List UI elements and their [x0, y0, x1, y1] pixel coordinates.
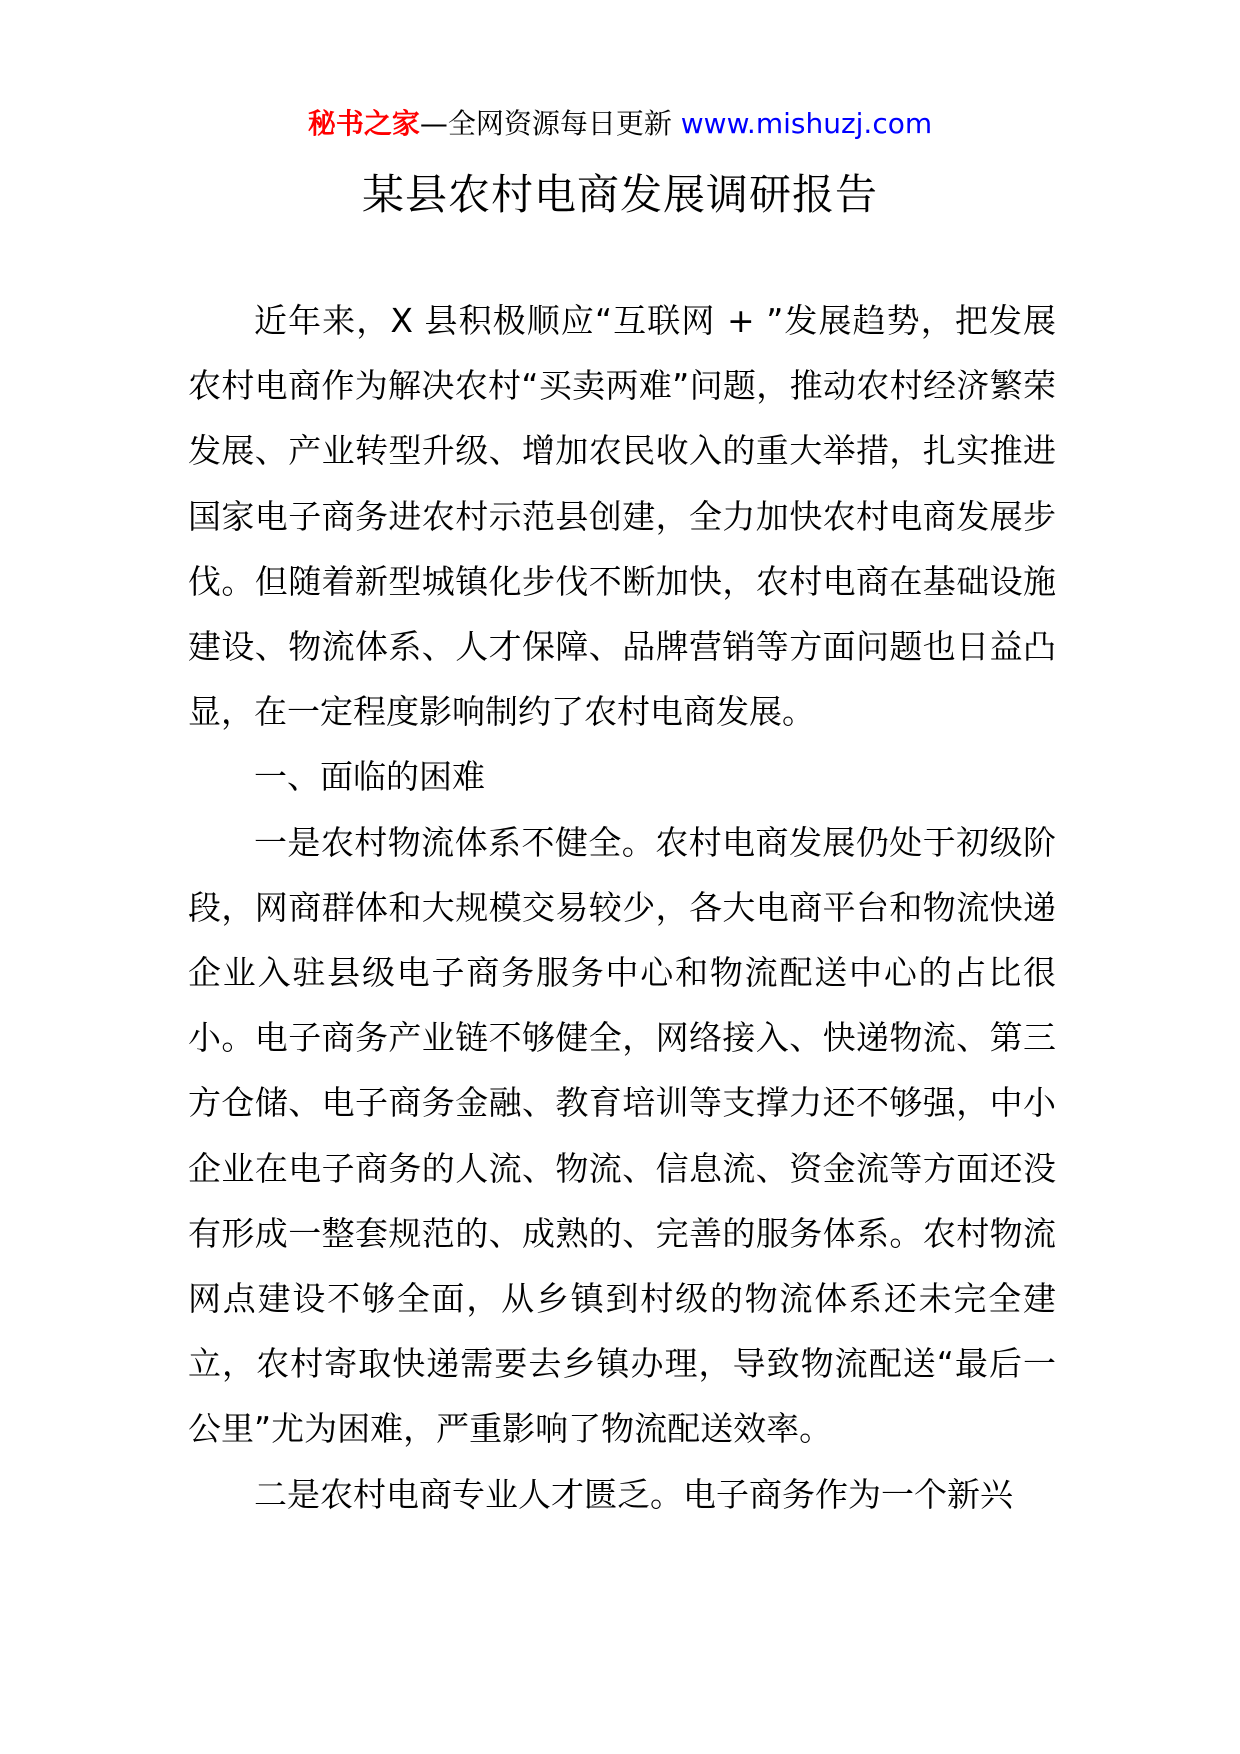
document-body: [188, 288, 1056, 1527]
section-heading: 一、面临的困难: [254, 757, 485, 797]
site-brand: 秘书之家: [307, 107, 420, 140]
site-tagline: —全网资源每日更新: [419, 107, 681, 140]
paragraph-talent: 二是农村电商专业人才匮乏。电子商务作为一个新兴: [254, 1474, 1013, 1514]
paragraph-intro: 近年来，X 县积极顺应“互联网 + ”发展趋势，把发展农村电商作为解决农村“买卖两难”问题，推动农村经济繁荣发展、产业转型升级、增加农民收入的重大举措，扎实推进国家电子商务进农村示范县创建，全力加快农村电商发展步伐。但随着新型城镇化步伐不断加快，农村电商在基础设施建设、物流体系、人才保障、品牌营销等方面问题也日益凸显，在一定程度影响制约了农村电商发展。: [188, 301, 1056, 732]
site-header: [0, 100, 1240, 148]
site-url[interactable]: www.mishuzj.com: [680, 107, 933, 140]
paragraph-logistics: 一是农村物流体系不健全。农村电商发展仍处于初级阶段，网商群体和大规模交易较少，各大电商平台和物流快递企业入驻县级电子商务服务中心和物流配送中心的占比很小。电子商务产业链不够健全，网络接入、快递物流、第三方仓储、电子商务金融、教育培训等支撑力还不够强，中小企业在电子商务的人流、物流、信息流、资金流等方面还没有形成一整套规范的、成熟的、完善的服务体系。农村物流网点建设不够全面，从乡镇到村级的物流体系还未完全建立，农村寄取快递需要去乡镇办理，导致物流配送“最后一公里”尤为困难，严重影响了物流配送效率。: [188, 822, 1056, 1449]
document-title: 某县农村电商发展调研报告: [361, 170, 878, 219]
